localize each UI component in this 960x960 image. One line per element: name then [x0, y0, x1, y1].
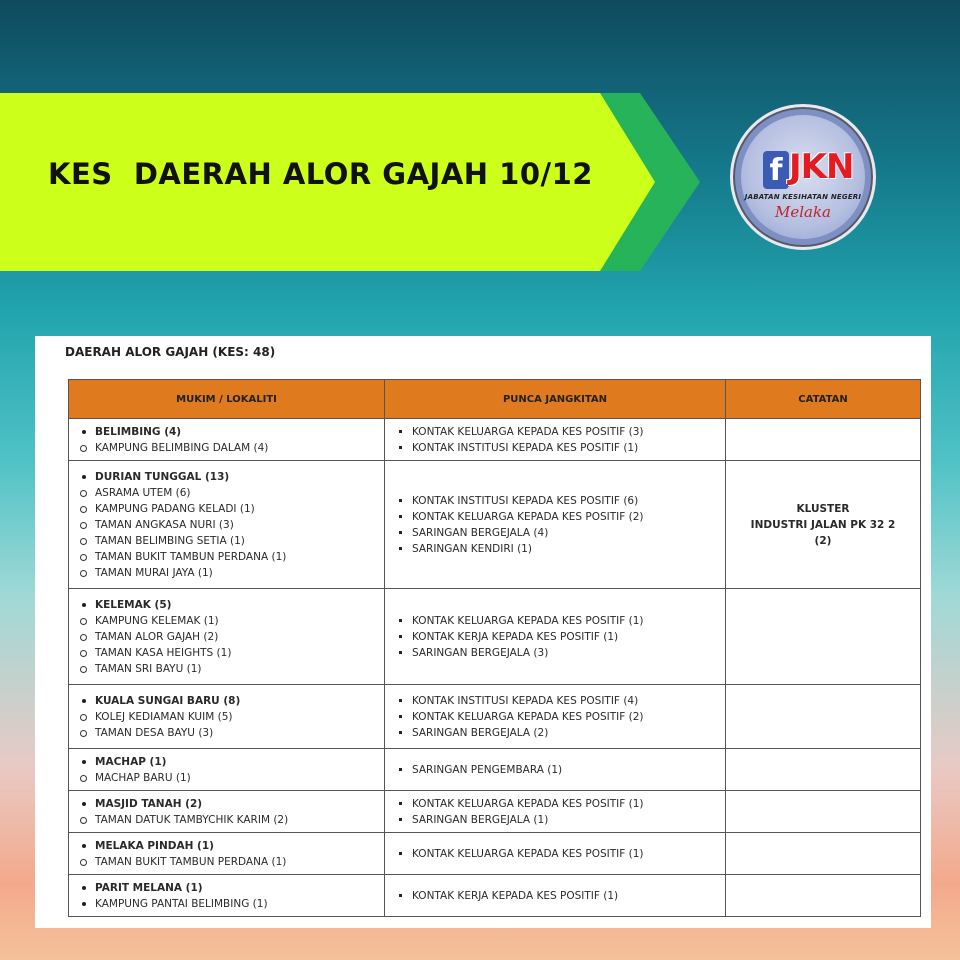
table-row	[69, 833, 921, 875]
mukim-name: MELAKA PINDAH (1)	[75, 838, 378, 854]
infection-source-item: KONTAK KELUARGA KEPADA KES POSITIF (2)	[391, 509, 719, 525]
mukim-name: PARIT MELANA (1)	[75, 880, 378, 896]
mukim-name: MACHAP (1)	[75, 754, 378, 770]
infection-source-item: SARINGAN PENGEMBARA (1)	[391, 762, 719, 778]
mukim-cell	[69, 685, 385, 749]
note-cell	[726, 833, 921, 875]
infection-source-item: KONTAK INSTITUSI KEPADA KES POSITIF (6)	[391, 493, 719, 509]
table-header-row	[69, 380, 921, 419]
locality-item: KOLEJ KEDIAMAN KUIM (5)	[75, 709, 378, 725]
mukim-cell	[69, 791, 385, 833]
table-row	[69, 461, 921, 589]
source-cell	[385, 461, 726, 589]
note-line: (2)	[814, 534, 832, 547]
logo-inner	[741, 115, 865, 239]
locality-item: TAMAN BUKIT TAMBUN PERDANA (1)	[75, 854, 378, 870]
column-header-mukim: MUKIM / LOKALITI	[69, 380, 385, 419]
mukim-cell	[69, 749, 385, 791]
source-cell	[385, 589, 726, 685]
table-row	[69, 589, 921, 685]
banner-title: KES DAERAH ALOR GAJAH 10/12	[48, 157, 593, 191]
mukim-cell	[69, 461, 385, 589]
case-document	[35, 336, 931, 928]
column-header-punca: PUNCA JANGKITAN	[385, 380, 726, 419]
source-cell	[385, 685, 726, 749]
source-cell	[385, 791, 726, 833]
column-header-catatan: CATATAN	[726, 380, 921, 419]
table-row	[69, 791, 921, 833]
note-line: KLUSTER	[796, 502, 850, 515]
locality-item: TAMAN ALOR GAJAH (2)	[75, 629, 378, 645]
locality-item: TAMAN BUKIT TAMBUN PERDANA (1)	[75, 549, 378, 565]
document-heading: DAERAH ALOR GAJAH (KES: 48)	[65, 345, 276, 359]
infection-source-item: KONTAK KELUARGA KEPADA KES POSITIF (1)	[391, 796, 719, 812]
infection-source-item: KONTAK INSTITUSI KEPADA KES POSITIF (1)	[391, 440, 719, 456]
note-cell	[726, 685, 921, 749]
logo-script: Melaka	[774, 203, 831, 221]
locality-item: MACHAP BARU (1)	[75, 770, 378, 786]
mukim-cell	[69, 875, 385, 917]
infection-source-item: KONTAK KERJA KEPADA KES POSITIF (1)	[391, 629, 719, 645]
mukim-name: KUALA SUNGAI BARU (8)	[75, 693, 378, 709]
mukim-name: KELEMAK (5)	[75, 597, 378, 613]
source-cell	[385, 875, 726, 917]
infection-source-item: KONTAK KELUARGA KEPADA KES POSITIF (2)	[391, 709, 719, 725]
infection-source-item: KONTAK KELUARGA KEPADA KES POSITIF (1)	[391, 613, 719, 629]
source-cell	[385, 749, 726, 791]
locality-item: KAMPUNG PANTAI BELIMBING (1)	[75, 896, 378, 912]
locality-item: TAMAN ANGKASA NURI (3)	[75, 517, 378, 533]
note-cell	[726, 875, 921, 917]
logo-jkn-text: JKN	[789, 147, 854, 187]
locality-item: KAMPUNG PADANG KELADI (1)	[75, 501, 378, 517]
note-cell	[726, 749, 921, 791]
infection-source-item: SARINGAN BERGEJALA (2)	[391, 725, 719, 741]
source-cell	[385, 833, 726, 875]
locality-item: TAMAN SRI BAYU (1)	[75, 661, 378, 677]
note-cell	[726, 589, 921, 685]
infection-source-item: KONTAK INSTITUSI KEPADA KES POSITIF (4)	[391, 693, 719, 709]
infection-source-item: SARINGAN BERGEJALA (3)	[391, 645, 719, 661]
mukim-name: BELIMBING (4)	[75, 424, 378, 440]
locality-item: TAMAN DATUK TAMBYCHIK KARIM (2)	[75, 812, 378, 828]
mukim-name: MASJID TANAH (2)	[75, 796, 378, 812]
title-banner	[0, 93, 700, 271]
table-body	[69, 419, 921, 917]
locality-item: KAMPUNG KELEMAK (1)	[75, 613, 378, 629]
infection-source-item: KONTAK KERJA KEPADA KES POSITIF (1)	[391, 888, 719, 904]
table-row	[69, 419, 921, 461]
facebook-f-icon: f	[763, 151, 789, 189]
mukim-cell	[69, 833, 385, 875]
infection-source-item: SARINGAN BERGEJALA (1)	[391, 812, 719, 828]
logo-subtitle: JABATAN KESIHATAN NEGERI	[744, 193, 862, 201]
table-row	[69, 875, 921, 917]
note-cell	[726, 461, 921, 589]
note-line: INDUSTRI JALAN PK 32 2	[750, 518, 896, 531]
locality-item: KAMPUNG BELIMBING DALAM (4)	[75, 440, 378, 456]
note-cell	[726, 791, 921, 833]
mukim-cell	[69, 589, 385, 685]
locality-item: TAMAN DESA BAYU (3)	[75, 725, 378, 741]
infection-source-item: SARINGAN BERGEJALA (4)	[391, 525, 719, 541]
locality-item: ASRAMA UTEM (6)	[75, 485, 378, 501]
locality-item: TAMAN KASA HEIGHTS (1)	[75, 645, 378, 661]
table-row	[69, 749, 921, 791]
locality-item: TAMAN MURAI JAYA (1)	[75, 565, 378, 581]
note-cell	[726, 419, 921, 461]
infection-source-item: KONTAK KELUARGA KEPADA KES POSITIF (1)	[391, 846, 719, 862]
case-table	[68, 379, 921, 917]
jkn-melaka-logo-icon	[730, 104, 876, 250]
source-cell	[385, 419, 726, 461]
locality-item: TAMAN BELIMBING SETIA (1)	[75, 533, 378, 549]
mukim-cell	[69, 419, 385, 461]
infection-source-item: SARINGAN KENDIRI (1)	[391, 541, 719, 557]
table-row	[69, 685, 921, 749]
mukim-name: DURIAN TUNGGAL (13)	[75, 469, 378, 485]
infection-source-item: KONTAK KELUARGA KEPADA KES POSITIF (3)	[391, 424, 719, 440]
